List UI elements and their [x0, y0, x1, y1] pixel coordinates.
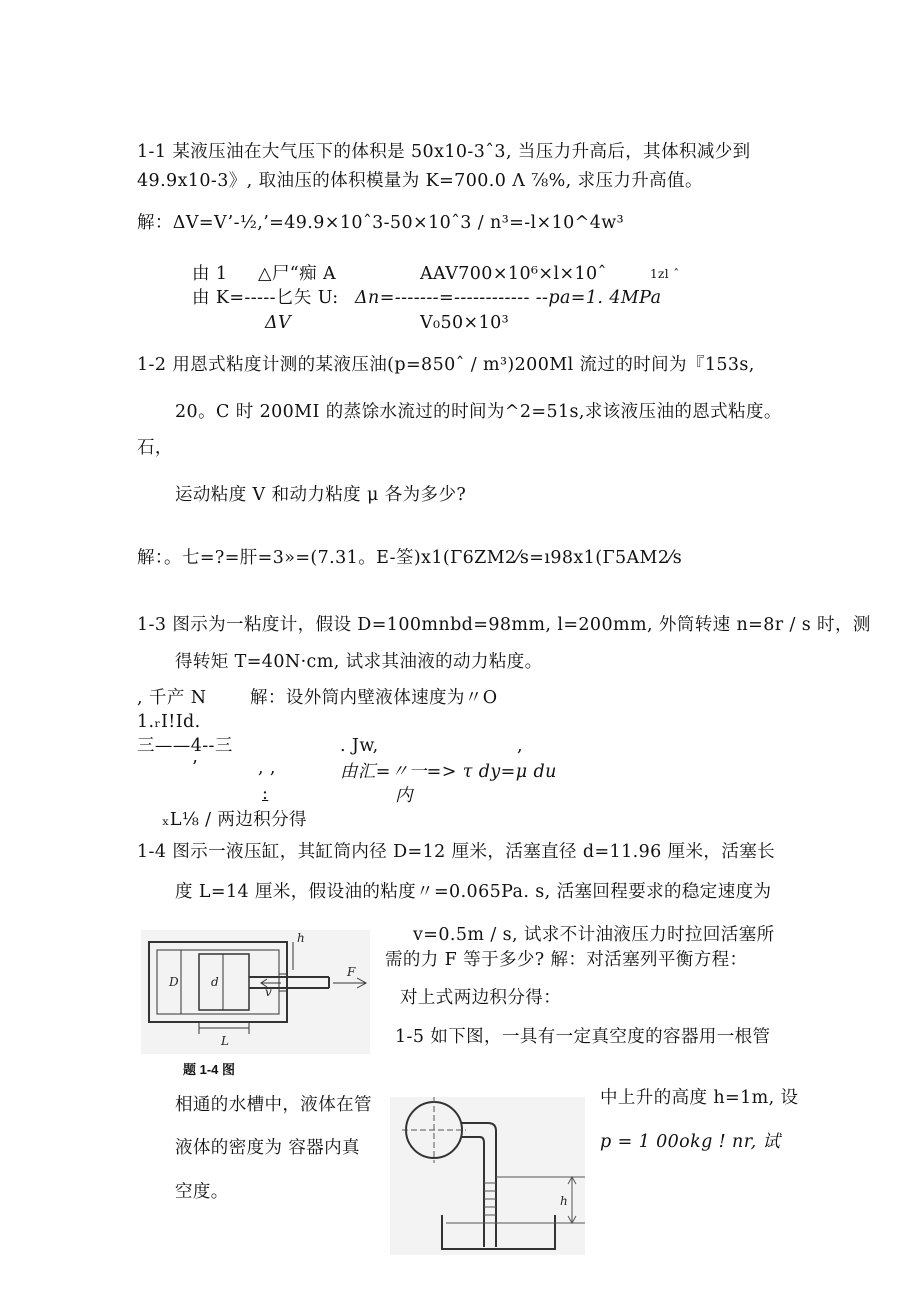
formula-row-2-a: 由 K=-----匕矢 U:: [192, 288, 339, 308]
problem-1-2-line-4: 运动粘度 V 和动力粘度 μ 各为多少?: [175, 485, 467, 505]
problem-1-3-row-c2: . Jw,: [340, 736, 379, 756]
problem-1-5-line-1: 1-5 如下图，一具有一定真空度的容器用一根管: [395, 1027, 771, 1047]
problem-1-2-line-3: 石，: [137, 438, 173, 458]
problem-1-4-line-1: 1-4 图示一液压缸，其缸筒内径 D=12 厘米，活塞直径 d=11.96 厘米，活塞长: [137, 842, 776, 862]
problem-1-2-solution: 解：。七=?=肝=3»=(7.31。E-筌)x1(Γ6ZM2⁄s=ı98x1(Γ5AM2⁄s: [137, 548, 683, 568]
problem-1-4-line-5: 对上式两边积分得：: [400, 988, 562, 1008]
problem-1-3-line-2: 得转矩 T=40N·cm, 试求其油液的动力粘度。: [175, 652, 543, 672]
problem-1-5-left-2: 液体的密度为 容器内真: [175, 1138, 360, 1158]
problem-1-5-right-1: 中上升的高度 h=1m, 设: [600, 1088, 799, 1108]
problem-1-3-row-e2: 内: [395, 786, 413, 806]
formula-row-1-d: 1zl ˆ: [650, 267, 680, 281]
fig-label-h2: h: [560, 1194, 568, 1208]
problem-1-3-row-e1: :: [262, 784, 269, 804]
problem-1-3-line-1: 1-3 图示为一粘度计，假设 D=100mnbd=98mm, l=200mm, 外筒转速 n=8r / s 时，测: [137, 615, 871, 635]
problem-1-5-left-3: 空度。: [175, 1182, 229, 1202]
problem-1-4-line-4: 需的力 F 等于多少? 解：对活塞列平衡方程：: [385, 950, 748, 970]
problem-1-1-line-1: 1-1 某液压油在大气压下的体积是 50x10-3ˆ3, 当压力升高后，其体积减少到: [137, 142, 751, 162]
problem-1-1-line-2: 49.9x10-3》, 取油压的体积模量为 K=700.0 Λ ⅞%, 求压力升高值。: [137, 171, 703, 191]
formula-row-1-b: △尸“痴 A: [258, 264, 337, 284]
formula-row-2-b: Δn=-------=------------ --pa=1. 4MPa: [355, 288, 662, 308]
problem-1-3-row-c3: ,: [517, 736, 523, 756]
problem-1-3-row-d3: 由汇=〃一=> τ dy=μ du: [340, 762, 557, 782]
formula-row-3-a: ΔV: [265, 313, 292, 333]
problem-1-3-row-d2: , ,: [258, 758, 276, 778]
fig-label-v: v: [265, 985, 272, 999]
problem-1-4-line-2: 度 L=14 厘米，假设油的粘度〃=0.065Pa. s, 活塞回程要求的稳定速度为: [175, 882, 772, 902]
hydraulic-cylinder-figure: [141, 930, 370, 1054]
fig-label-D: D: [169, 975, 179, 989]
problem-1-2-line-2: 20。C 时 200MI 的蒸馀水流过的时间为^2=51s,求该液压油的恩式粘度。: [175, 402, 782, 422]
problem-1-3-row-c1: 三——4--三: [137, 736, 233, 756]
formula-row-3-b: V₀50×10³: [420, 313, 510, 333]
problem-1-4-line-3: v=0.5m / s, 试求不计油液压力时拉回活塞所: [413, 925, 775, 945]
fig-label-h: h: [297, 931, 305, 945]
fig-label-L: L: [221, 1034, 229, 1048]
problem-1-3-row-f1: ₓL⅛ / 两边积分得: [162, 810, 307, 830]
problem-1-3-row-a2: 解：设外筒内壁液体速度为〃O: [250, 688, 498, 708]
fig-label-d: d: [211, 975, 219, 989]
vacuum-container-figure: [390, 1097, 585, 1255]
problem-1-3-row-d1: ’: [192, 758, 198, 778]
problem-1-5-right-2: p = 1 00okg ! nr, 试: [600, 1132, 781, 1152]
figure-caption-1-4: 题 1-4 图: [183, 1062, 236, 1077]
problem-1-1-solution: 解：ΔV=V’-½,’=49.9×10ˆ3-50×10ˆ3 / n³=-l×10^4w³: [137, 213, 625, 233]
problem-1-2-line-1: 1-2 用恩式粘度计测的某液压油(p=850ˆ / m³)200Ml 流过的时间为『153s,: [137, 355, 755, 375]
problem-1-3-row-b1: 1.ᵣI!Id.: [137, 712, 201, 732]
formula-row-1-c: AAV700×10⁶×l×10ˆ: [420, 264, 607, 284]
problem-1-5-left-1: 相通的水槽中，液体在管: [175, 1095, 372, 1115]
fig-label-F: F: [347, 965, 356, 979]
formula-row-1-a: 由 1: [192, 264, 228, 284]
problem-1-3-row-a1: , 千产 N: [137, 688, 207, 708]
